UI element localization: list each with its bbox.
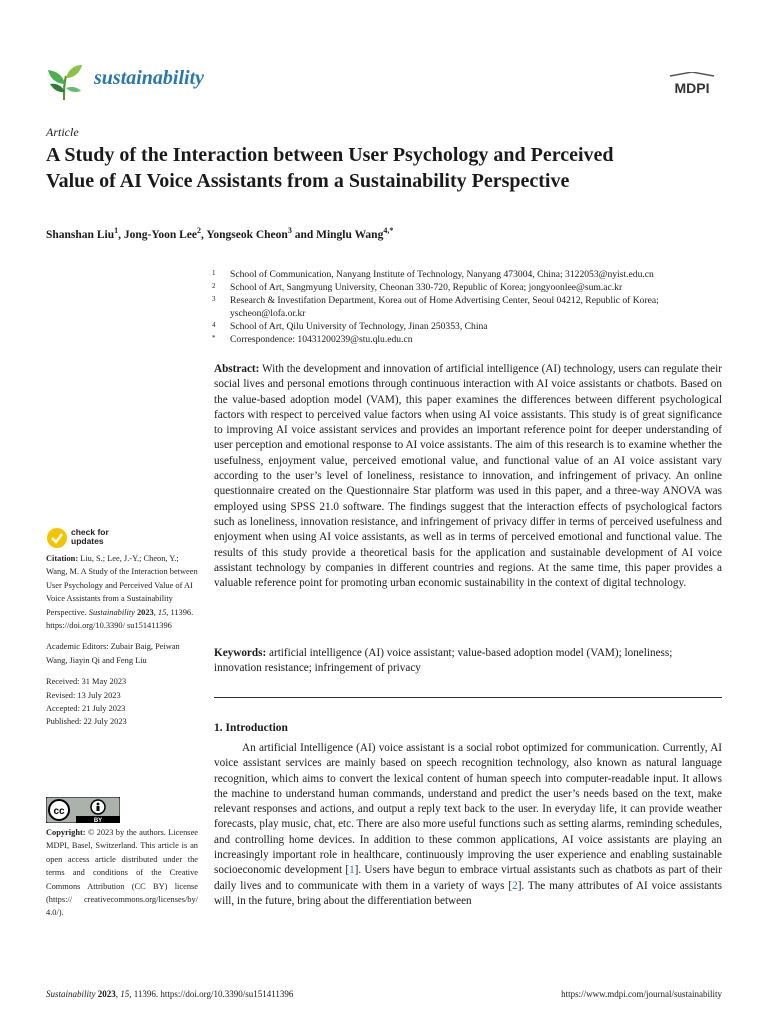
- affiliation-item: [212, 320, 732, 333]
- keywords-label: Keywords:: [214, 647, 267, 659]
- footer-citation: Sustainability 2023, 15, 11396. https://doi.org/10.3390/su151411396: [46, 989, 294, 999]
- check-updates-line2: updates: [71, 536, 104, 546]
- mdpi-logo[interactable]: [664, 72, 720, 102]
- citation-year: 2023: [136, 607, 154, 617]
- citation-doi-link[interactable]: 11396. https://doi.org/10.3390/ su151411396: [46, 607, 194, 631]
- footer-year: 2023: [97, 989, 116, 999]
- article-sidebar: [46, 552, 201, 737]
- citation-block: Citation: Liu, S.; Lee, J.-Y.; Cheon, Y.; Wang, M. A Study of the Interaction between User Psychology and Perceived Value of AI Voice Assistants from a Sustainability Perspective. Sustainability 2023, 15, 11396. https://doi.org/10.3390/ su151411396: [46, 554, 198, 631]
- citation-text: Liu, S.; Lee, J.-Y.; Cheon, Y.; Wang, M. A Study of the Interaction between User Psychology and Perceived Value of AI Voice Assistants from a Sustainability Perspective.: [46, 554, 198, 617]
- author-name[interactable]: Shanshan Liu: [46, 228, 115, 241]
- author-list: [46, 226, 393, 241]
- journal-name[interactable]: sustainability: [94, 67, 205, 89]
- article-type-label: Article: [46, 125, 79, 139]
- affiliation-number: 2: [212, 282, 216, 290]
- sustainability-plant-icon: [44, 62, 86, 102]
- footer-journal: Sustainability: [46, 989, 96, 999]
- affiliation-list: [212, 268, 732, 346]
- abstract: [214, 362, 722, 591]
- check-for-updates-icon[interactable]: [46, 527, 68, 549]
- cc-logo-mark: cc: [53, 806, 65, 817]
- intro-text: An artificial Intelligence (AI) voice assistant is a social robot optimized for communication. Currently, AI voice assistant services are mainly based on speech recognition technology, also known as natural language recognition, which aims to convert the lexical content of human speech into computer-readable input. It allows the machine to understand human commands, understand and predict the user’s needs based on the text, make relevant responses and actions, and output a reply text back to the user. In everyday life, it can provide weather forecasts, play music, chat, etc. There are also more useful functions such as setting alarms, reminding schedules, and controlling home devices. In addition to these common applications, AI voice assistants are playing an increasingly important role in healthcare, continuously improving the user experience and enabling sustainable socioeconomic development [: [214, 742, 722, 877]
- check-for-updates-button[interactable]: [71, 528, 109, 546]
- affiliation-number: 3: [212, 295, 216, 303]
- page-title: A Study of the Interaction between User Psychology and Perceived Value of AI Voice Assistants from a Sustainability Perspective: [46, 144, 614, 192]
- intro-text: ]. Users have begun to embrace virtual assistants such as chatbots as part of their daily lives and to communicate with them in a variety of ways [: [214, 864, 722, 892]
- author-affiliation-mark: 3: [287, 226, 292, 235]
- section-heading-introduction: 1. Introduction: [214, 722, 288, 734]
- author-name[interactable]: Jong-Yoon Lee: [123, 228, 197, 241]
- affiliation-number: 1: [212, 269, 216, 277]
- copyright-text: © 2023 by the authors. Licensee MDPI, Basel, Switzerland. This article is an open access article distributed under the terms and conditions of the Creative Commons Attribution (CC BY) license (https:// creativecommons.org/licenses/by/ 4.0/).: [46, 828, 198, 918]
- copyright-label: Copyright:: [46, 828, 86, 837]
- accepted-date: Accepted: 21 July 2023: [46, 704, 126, 714]
- citation-volume: 15: [157, 607, 167, 617]
- footer-journal-url[interactable]: https://www.mdpi.com/journal/sustainability: [561, 989, 722, 999]
- abstract-label: Abstract:: [214, 363, 260, 375]
- reference-link[interactable]: 2: [512, 879, 518, 892]
- section-divider: [214, 697, 722, 698]
- cc-by-license-icon[interactable]: [46, 797, 120, 823]
- received-date: Received: 31 May 2023: [46, 677, 127, 687]
- author-affiliation-mark: 1: [114, 226, 119, 235]
- author-separator: and: [291, 228, 317, 241]
- keywords-text: artificial intelligence (AI) voice assistant; value-based adoption model (VAM); loneliness; innovation resistance; infringement of privacy: [214, 647, 673, 675]
- cc-by-text: BY: [93, 818, 103, 823]
- history-dates: [46, 675, 201, 729]
- citation-label: Citation:: [46, 554, 79, 563]
- affiliation-number: *: [212, 334, 216, 342]
- abstract-text: With the development and innovation of artificial intelligence (AI) technology, users can regulate their social lives and personal emotions through continuous interaction with AI voice assistants or chatbots. Based on the value-based adoption model (VAM), this paper examines the differences between different psychological factors with respect to perceived value factors when using AI voice assistants. This study is of great significance to improving AI voice assistant services and provides an important reference point for deeper understanding of user perception and emotional response to AI voice assistants. The aim of this research is to examine whether the usefulness, enjoyment value, perceived emotional value, and functional value of an AI voice assistant vary according to the user’s level of loneliness, resistance to innovation, and infringement of privacy. An online questionnaire created on the Questionnaire Star platform was used in this paper, and a three-way ANOVA was employed using SPSS 21.0 software. The findings suggest that the interaction effects of psychological factors such as loneliness, innovation resistance, and infringement of privacy differ in terms of perceived usefulness and enjoyment when using AI voice assistants, as well as in terms of perceived emotional and functional value. The results of this study provide a theoretical basis for the application and sustainable development of AI voice assistant technology by companies in different countries and regions. At the same time, this paper provides a valuable reference point for promoting urban economic sustainability in the context of digital technology.: [214, 363, 722, 590]
- keywords: [214, 646, 722, 677]
- affiliation-item: [212, 268, 732, 281]
- author-name[interactable]: Minglu Wang: [316, 228, 384, 241]
- author-affiliation-mark: 2: [197, 226, 201, 235]
- copyright-notice: [46, 826, 198, 920]
- footer-volume: 15: [120, 989, 130, 999]
- reference-link[interactable]: 1: [349, 864, 355, 877]
- academic-editors: Academic Editors: Zubair Baig, Peiwan Wang, Jiayin Qi and Feng Liu: [46, 642, 180, 665]
- affiliation-text: School of Art, Qilu University of Technology, Jinan 250353, China: [230, 321, 488, 332]
- revised-date: Revised: 13 July 2023: [46, 690, 121, 700]
- author-name[interactable]: Yongseok Cheon: [206, 228, 288, 241]
- author-separator: ,: [201, 228, 207, 241]
- mdpi-logo-text: MDPI: [674, 80, 710, 96]
- citation-journal: Sustainability: [88, 607, 135, 617]
- affiliation-text: Research & Investifation Department, Korea out of Home Advertising Center, Seoul 04212, Republic of Korea; yscheon@lofa.or.kr: [230, 295, 659, 319]
- affiliation-text: School of Communication, Nanyang Institute of Technology, Nanyang 473004, China; 3122053@nyist.edu.cn: [230, 269, 654, 280]
- affiliation-item: [212, 281, 732, 294]
- footer-doi-link[interactable]: , 11396. https://doi.org/10.3390/su151411396: [129, 989, 294, 999]
- correspondence-item: [212, 333, 732, 346]
- affiliation-text: School of Art, Sangmyung University, Cheonan 330-720, Republic of Korea; jongyoonlee@sum.ac.kr: [230, 282, 623, 293]
- author-affiliation-mark: 4,*: [383, 226, 394, 235]
- affiliation-item: [212, 294, 732, 320]
- published-date: Published: 22 July 2023: [46, 717, 127, 727]
- check-updates-line1: check for: [71, 527, 109, 537]
- intro-text: ]. The many attributes of AI voice assistants will, in the future, bring about the differentiation between: [214, 879, 722, 907]
- author-separator: ,: [118, 228, 124, 241]
- introduction-paragraph: [214, 741, 722, 909]
- affiliation-number: 4: [212, 321, 216, 329]
- correspondence-text: Correspondence: 10431200239@stu.qlu.edu.cn: [230, 334, 413, 345]
